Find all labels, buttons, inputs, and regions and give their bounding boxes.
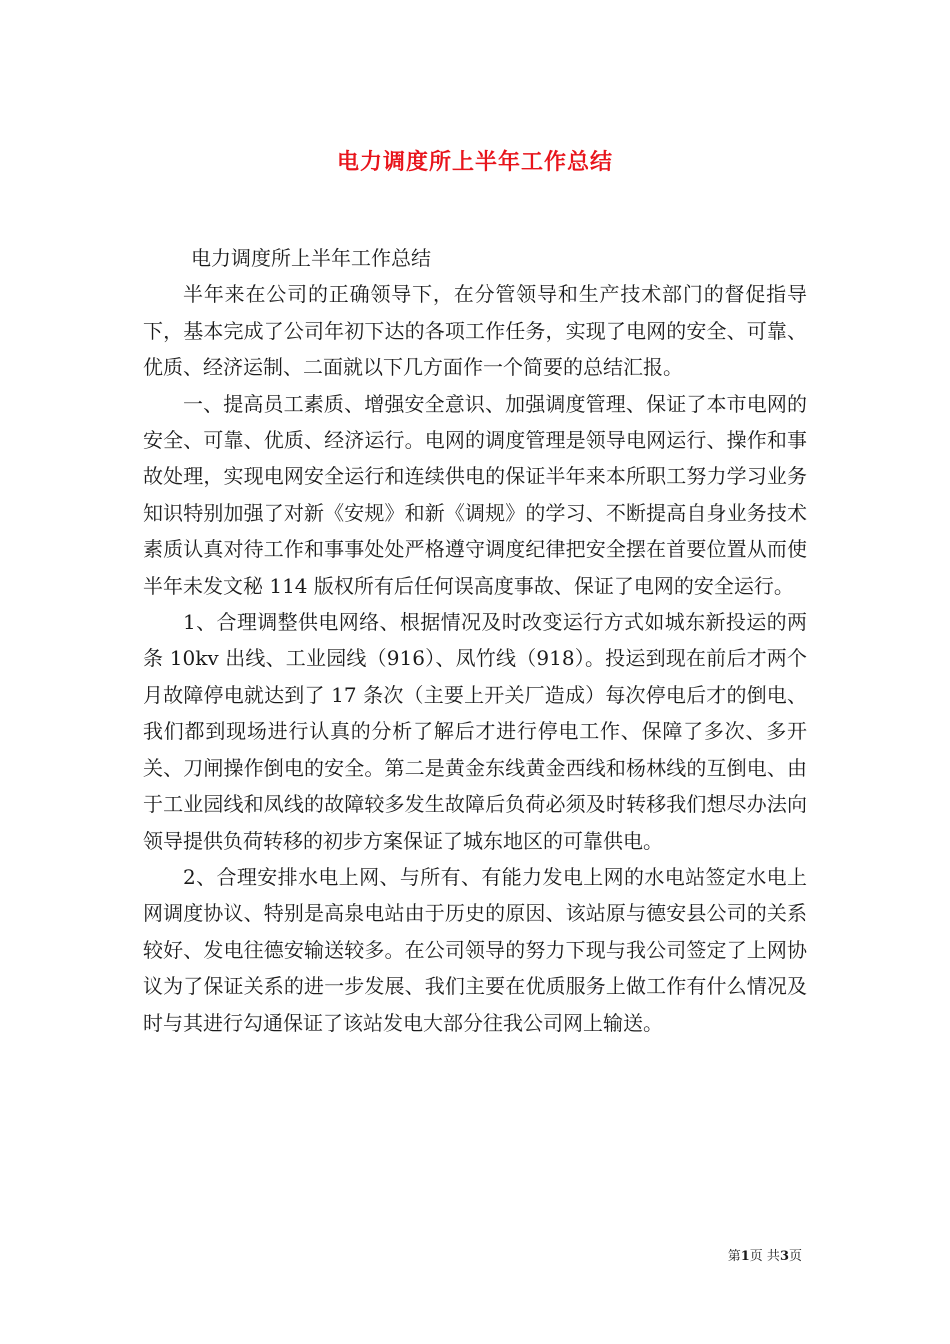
document-body bbox=[143, 240, 807, 1041]
footer-middle: 页 共 bbox=[749, 1249, 780, 1264]
current-page-number: 1 bbox=[740, 1249, 750, 1264]
paragraph-item-1: 1、合理调整供电网络、根据情况及时改变运行方式如城东新投运的两条 10kv 出线、工业园线（916）、凤竹线（918）。投运到现在前后才两个月故障停电就达到了 17 条次（主要上开关厂造成）每次停电后才的倒电、我们都到现场进行认真的分析了解后才进行停电工作、保障了多次、多开关、刀闸操作倒电的安全。第二是黄金东线黄金西线和杨林线的互倒电、由于工业园线和凤线的故障较多发生故障后负荷必须及时转移我们想尽办法向领导提供负荷转移的初步方案保证了城东地区的可靠供电。 bbox=[143, 610, 807, 853]
footer-prefix: 第 bbox=[727, 1249, 741, 1264]
footer-suffix: 页 bbox=[788, 1249, 802, 1264]
document-subtitle: 电力调度所上半年工作总结 bbox=[191, 246, 431, 270]
paragraph-section-1: 一、提高员工素质、增强安全意识、加强调度管理、保证了本市电网的安全、可靠、优质、经济运行。电网的调度管理是领导电网运行、操作和事故处理，实现电网安全运行和连续供电的保证半年来本所职工努力学习业务知识特别加强了对新《安规》和新《调规》的学习、不断提高自身业务技术素质认真对待工作和事事处处严格遵守调度纪律把安全摆在首要位置从而使半年未发文秘 114 版权所有后任何误高度事故、保证了电网的安全运行。 bbox=[143, 391, 807, 598]
page-title: 电力调度所上半年工作总结 bbox=[336, 149, 613, 175]
page-footer bbox=[728, 1248, 802, 1266]
total-pages-number: 3 bbox=[779, 1249, 789, 1264]
paragraph-intro: 半年来在公司的正确领导下，在分管领导和生产技术部门的督促指导下，基本完成了公司年初下达的各项工作任务，实现了电网的安全、可靠、优质、经济运制、二面就以下几方面作一个简要的总结汇报。 bbox=[143, 282, 807, 380]
paragraph-item-2: 2、合理安排水电上网、与所有、有能力发电上网的水电站签定水电上网调度协议、特别是高泉电站由于历史的原因、该站原与德安县公司的关系较好、发电往德安输送较多。在公司领导的努力下现与我公司签定了上网协议为了保证关系的进一步发展、我们主要在优质服务上做工作有什么情况及时与其进行勾通保证了该站发电大部分往我公司网上输送。 bbox=[143, 864, 807, 1035]
